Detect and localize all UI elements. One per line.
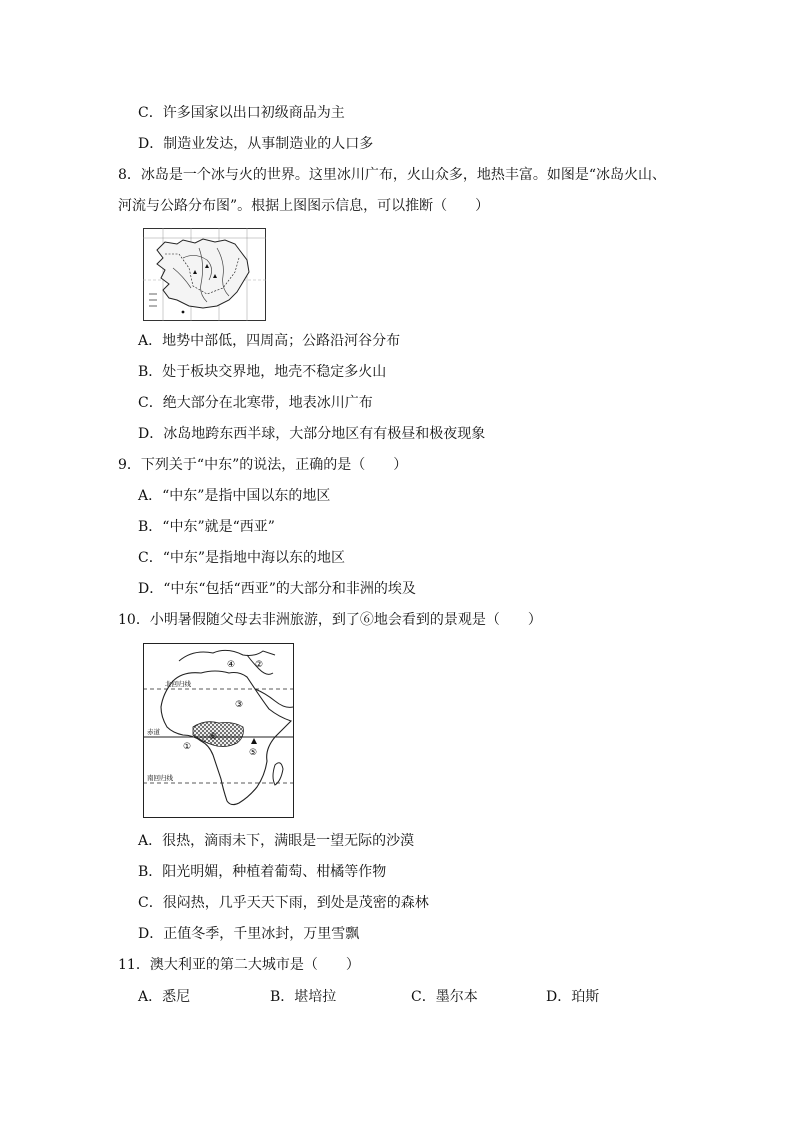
q11-option-b: B．堪培拉 (270, 989, 337, 1005)
q10-option-c: C．很闷热，几乎天天下雨，到处是茂密的森林 (138, 895, 429, 911)
q8-stem-line1: 8．冰岛是一个冰与火的世界。这里冰川广布，火山众多，地热丰富。如图是“冰岛火山、 (118, 167, 667, 183)
q9-stem: 9．下列关于“中东”的说法，正确的是（ ） (118, 457, 408, 473)
north-tropic-label: 北回归线 (165, 680, 191, 688)
q7-option-d: D．制造业发达，从事制造业的人口多 (138, 136, 374, 152)
q11-stem: 11．澳大利亚的第二大城市是（ ） (118, 957, 360, 973)
q10-option-b: B．阳光明媚，种植着葡萄、柑橘等作物 (138, 864, 387, 880)
africa-map-figure (143, 643, 294, 818)
q10-option-a: A．很热，滴雨未下，满眼是一望无际的沙漠 (138, 833, 415, 849)
q9-option-a: A．“中东”是指中国以东的地区 (138, 488, 331, 504)
q8-stem-line2: 河流与公路分布图”。根据上图图示信息，可以推断（ ） (118, 198, 490, 214)
q9-option-b: B．“中东”就是“西亚” (138, 519, 275, 535)
q11-option-c: C．墨尔本 (411, 989, 478, 1005)
equator-label: 赤道 (147, 728, 160, 736)
marker-1: ① (183, 742, 192, 752)
q8-option-a: A．地势中部低，四周高；公路沿河谷分布 (138, 333, 401, 349)
iceland-map-figure (143, 228, 266, 321)
marker-3: ③ (235, 700, 244, 710)
q10-stem: 10．小明暑假随父母去非洲旅游，到了⑥地会看到的景观是（ ） (118, 612, 542, 628)
marker-2: ② (255, 660, 264, 670)
marker-5: ⑤ (249, 748, 258, 758)
q10-option-d: D．正值冬季，千里冰封，万里雪飘 (138, 926, 360, 942)
q8-option-b: B．处于板块交界地，地壳不稳定多火山 (138, 364, 387, 380)
q9-option-c: C．“中东”是指地中海以东的地区 (138, 550, 346, 566)
south-tropic-label: 南回归线 (147, 774, 173, 782)
q11-option-a: A．悉尼 (138, 989, 191, 1005)
marker-4: ④ (227, 660, 236, 670)
q9-option-d: D．“中东“包括“西亚”的大部分和非洲的埃及 (138, 581, 416, 597)
q11-option-d: D．珀斯 (546, 989, 600, 1005)
marker-6: ⑥ (209, 732, 218, 742)
q8-option-d: D．冰岛地跨东西半球，大部分地区有有极昼和极夜现象 (138, 426, 486, 442)
q7-option-c: C．许多国家以出口初级商品为主 (138, 105, 345, 121)
q8-option-c: C．绝大部分在北寒带，地表冰川广布 (138, 395, 373, 411)
